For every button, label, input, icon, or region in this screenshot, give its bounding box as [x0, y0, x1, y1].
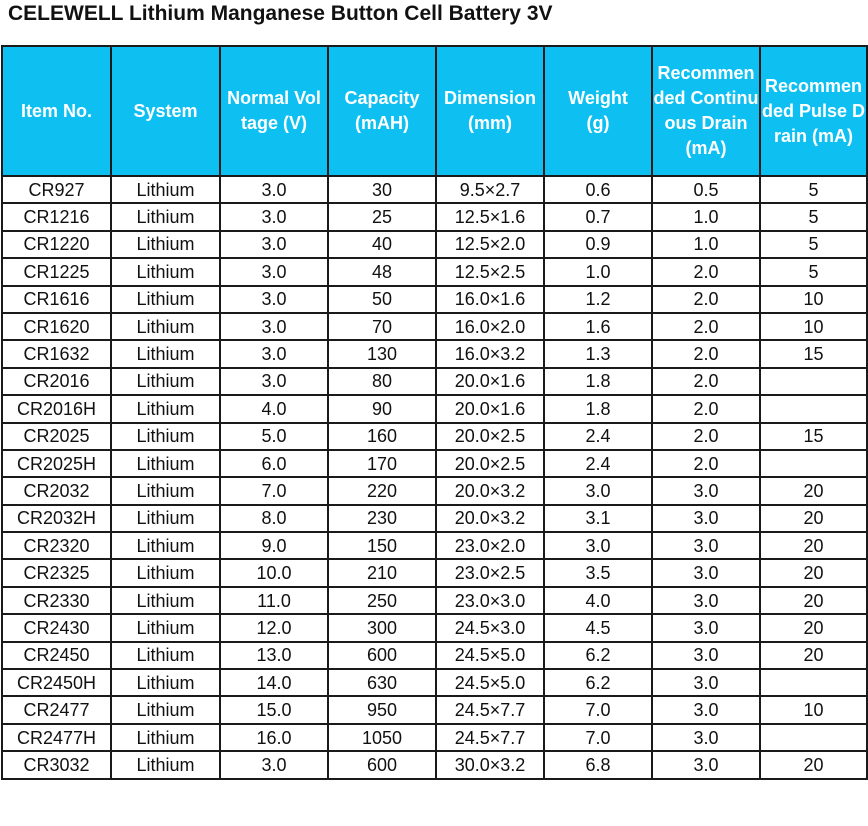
table-row — [2, 477, 867, 504]
cell-voltage: 16.0 — [220, 724, 328, 751]
cell-item-no: CR2320 — [2, 532, 111, 559]
cell-weight: 3.1 — [544, 505, 652, 532]
header-capacity: Capacity (mAH) — [328, 46, 436, 176]
table-row — [2, 450, 867, 477]
cell-capacity: 50 — [328, 286, 436, 313]
cell-item-no: CR2032H — [2, 505, 111, 532]
table-row — [2, 340, 867, 367]
cell-weight: 2.4 — [544, 450, 652, 477]
cell-system: Lithium — [111, 450, 220, 477]
cell-voltage: 3.0 — [220, 231, 328, 258]
cell-voltage: 10.0 — [220, 559, 328, 586]
cell-item-no: CR2016 — [2, 368, 111, 395]
cell-pulse-drain: 5 — [760, 176, 867, 203]
header-normal-voltage: Normal Voltage (V) — [220, 46, 328, 176]
cell-weight: 1.3 — [544, 340, 652, 367]
cell-continuous-drain: 1.0 — [652, 203, 760, 230]
cell-voltage: 4.0 — [220, 395, 328, 422]
cell-item-no: CR2330 — [2, 587, 111, 614]
cell-continuous-drain: 2.0 — [652, 395, 760, 422]
cell-continuous-drain: 1.0 — [652, 231, 760, 258]
cell-dimension: 23.0×2.5 — [436, 559, 544, 586]
cell-voltage: 3.0 — [220, 313, 328, 340]
cell-item-no: CR2032 — [2, 477, 111, 504]
cell-continuous-drain: 3.0 — [652, 751, 760, 778]
cell-item-no: CR1216 — [2, 203, 111, 230]
cell-pulse-drain: 10 — [760, 696, 867, 723]
cell-capacity: 40 — [328, 231, 436, 258]
cell-dimension: 12.5×2.0 — [436, 231, 544, 258]
cell-capacity: 130 — [328, 340, 436, 367]
cell-capacity: 170 — [328, 450, 436, 477]
cell-weight: 1.8 — [544, 368, 652, 395]
table-row — [2, 286, 867, 313]
cell-capacity: 30 — [328, 176, 436, 203]
cell-pulse-drain — [760, 669, 867, 696]
cell-system: Lithium — [111, 258, 220, 285]
table-row — [2, 751, 867, 778]
cell-continuous-drain: 0.5 — [652, 176, 760, 203]
cell-pulse-drain: 10 — [760, 313, 867, 340]
cell-system: Lithium — [111, 313, 220, 340]
cell-pulse-drain: 20 — [760, 587, 867, 614]
cell-continuous-drain: 3.0 — [652, 642, 760, 669]
cell-voltage: 15.0 — [220, 696, 328, 723]
cell-capacity: 300 — [328, 614, 436, 641]
cell-dimension: 20.0×2.5 — [436, 450, 544, 477]
cell-dimension: 9.5×2.7 — [436, 176, 544, 203]
cell-pulse-drain — [760, 724, 867, 751]
header-system: System — [111, 46, 220, 176]
cell-system: Lithium — [111, 587, 220, 614]
cell-item-no: CR2450H — [2, 669, 111, 696]
table-row — [2, 203, 867, 230]
table-row — [2, 395, 867, 422]
cell-weight: 6.2 — [544, 669, 652, 696]
cell-dimension: 20.0×1.6 — [436, 368, 544, 395]
cell-voltage: 3.0 — [220, 258, 328, 285]
cell-capacity: 70 — [328, 313, 436, 340]
cell-pulse-drain — [760, 450, 867, 477]
cell-weight: 1.6 — [544, 313, 652, 340]
cell-pulse-drain: 5 — [760, 231, 867, 258]
cell-system: Lithium — [111, 286, 220, 313]
cell-system: Lithium — [111, 532, 220, 559]
cell-dimension: 24.5×5.0 — [436, 669, 544, 696]
cell-weight: 0.7 — [544, 203, 652, 230]
cell-weight: 6.8 — [544, 751, 652, 778]
cell-capacity: 160 — [328, 423, 436, 450]
cell-pulse-drain: 20 — [760, 505, 867, 532]
battery-spec-table — [1, 45, 868, 780]
table-row — [2, 669, 867, 696]
cell-continuous-drain: 3.0 — [652, 587, 760, 614]
cell-item-no: CR2477 — [2, 696, 111, 723]
cell-weight: 7.0 — [544, 696, 652, 723]
cell-weight: 1.2 — [544, 286, 652, 313]
cell-system: Lithium — [111, 724, 220, 751]
cell-weight: 1.8 — [544, 395, 652, 422]
cell-capacity: 230 — [328, 505, 436, 532]
table-body — [2, 176, 867, 779]
cell-dimension: 20.0×3.2 — [436, 477, 544, 504]
cell-item-no: CR2477H — [2, 724, 111, 751]
cell-voltage: 3.0 — [220, 203, 328, 230]
cell-continuous-drain: 2.0 — [652, 286, 760, 313]
cell-continuous-drain: 3.0 — [652, 477, 760, 504]
cell-capacity: 600 — [328, 751, 436, 778]
cell-item-no: CR2016H — [2, 395, 111, 422]
cell-system: Lithium — [111, 423, 220, 450]
cell-capacity: 48 — [328, 258, 436, 285]
table-row — [2, 258, 867, 285]
cell-dimension: 24.5×7.7 — [436, 724, 544, 751]
table-row — [2, 313, 867, 340]
cell-pulse-drain: 20 — [760, 559, 867, 586]
cell-voltage: 13.0 — [220, 642, 328, 669]
cell-pulse-drain: 10 — [760, 286, 867, 313]
cell-dimension: 24.5×7.7 — [436, 696, 544, 723]
cell-continuous-drain: 3.0 — [652, 724, 760, 751]
cell-voltage: 8.0 — [220, 505, 328, 532]
cell-pulse-drain — [760, 368, 867, 395]
cell-voltage: 3.0 — [220, 286, 328, 313]
cell-system: Lithium — [111, 505, 220, 532]
header-continuous-drain: Recommended Continuous Drain (mA) — [652, 46, 760, 176]
cell-weight: 3.0 — [544, 532, 652, 559]
table-row — [2, 642, 867, 669]
cell-continuous-drain: 3.0 — [652, 505, 760, 532]
cell-continuous-drain: 2.0 — [652, 368, 760, 395]
cell-dimension: 24.5×5.0 — [436, 642, 544, 669]
cell-item-no: CR1616 — [2, 286, 111, 313]
cell-capacity: 600 — [328, 642, 436, 669]
cell-system: Lithium — [111, 176, 220, 203]
cell-item-no: CR3032 — [2, 751, 111, 778]
cell-capacity: 25 — [328, 203, 436, 230]
cell-continuous-drain: 3.0 — [652, 669, 760, 696]
cell-item-no: CR1220 — [2, 231, 111, 258]
table-row — [2, 368, 867, 395]
cell-pulse-drain: 20 — [760, 614, 867, 641]
cell-item-no: CR1225 — [2, 258, 111, 285]
table-row — [2, 505, 867, 532]
cell-system: Lithium — [111, 231, 220, 258]
cell-dimension: 24.5×3.0 — [436, 614, 544, 641]
cell-capacity: 220 — [328, 477, 436, 504]
cell-dimension: 16.0×1.6 — [436, 286, 544, 313]
cell-continuous-drain: 3.0 — [652, 614, 760, 641]
cell-system: Lithium — [111, 203, 220, 230]
cell-weight: 0.9 — [544, 231, 652, 258]
cell-continuous-drain: 2.0 — [652, 313, 760, 340]
cell-dimension: 12.5×1.6 — [436, 203, 544, 230]
cell-voltage: 3.0 — [220, 751, 328, 778]
cell-pulse-drain: 5 — [760, 203, 867, 230]
cell-pulse-drain: 20 — [760, 532, 867, 559]
cell-voltage: 9.0 — [220, 532, 328, 559]
cell-capacity: 80 — [328, 368, 436, 395]
cell-pulse-drain: 15 — [760, 423, 867, 450]
cell-capacity: 210 — [328, 559, 436, 586]
cell-voltage: 3.0 — [220, 176, 328, 203]
cell-voltage: 5.0 — [220, 423, 328, 450]
header-pulse-drain: Recommended Pulse Drain (mA) — [760, 46, 867, 176]
cell-continuous-drain: 2.0 — [652, 423, 760, 450]
cell-capacity: 1050 — [328, 724, 436, 751]
cell-system: Lithium — [111, 614, 220, 641]
cell-item-no: CR2025 — [2, 423, 111, 450]
cell-weight: 2.4 — [544, 423, 652, 450]
table-row — [2, 614, 867, 641]
cell-capacity: 250 — [328, 587, 436, 614]
cell-weight: 0.6 — [544, 176, 652, 203]
cell-capacity: 90 — [328, 395, 436, 422]
cell-item-no: CR2430 — [2, 614, 111, 641]
cell-voltage: 11.0 — [220, 587, 328, 614]
table-row — [2, 532, 867, 559]
cell-continuous-drain: 2.0 — [652, 340, 760, 367]
cell-item-no: CR2450 — [2, 642, 111, 669]
cell-capacity: 150 — [328, 532, 436, 559]
table-row — [2, 587, 867, 614]
cell-continuous-drain: 2.0 — [652, 258, 760, 285]
cell-weight: 3.5 — [544, 559, 652, 586]
cell-weight: 4.0 — [544, 587, 652, 614]
table-row — [2, 696, 867, 723]
table-row — [2, 724, 867, 751]
cell-dimension: 16.0×3.2 — [436, 340, 544, 367]
cell-continuous-drain: 3.0 — [652, 696, 760, 723]
cell-pulse-drain: 20 — [760, 751, 867, 778]
cell-system: Lithium — [111, 642, 220, 669]
cell-system: Lithium — [111, 559, 220, 586]
cell-weight: 3.0 — [544, 477, 652, 504]
cell-voltage: 3.0 — [220, 368, 328, 395]
cell-system: Lithium — [111, 477, 220, 504]
cell-item-no: CR1632 — [2, 340, 111, 367]
cell-dimension: 20.0×1.6 — [436, 395, 544, 422]
cell-pulse-drain — [760, 395, 867, 422]
cell-item-no: CR2325 — [2, 559, 111, 586]
cell-weight: 7.0 — [544, 724, 652, 751]
cell-continuous-drain: 2.0 — [652, 450, 760, 477]
cell-dimension: 20.0×3.2 — [436, 505, 544, 532]
table-header-row — [2, 46, 867, 176]
cell-item-no: CR927 — [2, 176, 111, 203]
cell-weight: 1.0 — [544, 258, 652, 285]
cell-weight: 4.5 — [544, 614, 652, 641]
cell-dimension: 23.0×3.0 — [436, 587, 544, 614]
cell-dimension: 16.0×2.0 — [436, 313, 544, 340]
cell-voltage: 12.0 — [220, 614, 328, 641]
cell-weight: 6.2 — [544, 642, 652, 669]
table-row — [2, 231, 867, 258]
cell-system: Lithium — [111, 340, 220, 367]
cell-system: Lithium — [111, 751, 220, 778]
cell-continuous-drain: 3.0 — [652, 532, 760, 559]
table-row — [2, 423, 867, 450]
cell-voltage: 14.0 — [220, 669, 328, 696]
cell-system: Lithium — [111, 669, 220, 696]
cell-item-no: CR1620 — [2, 313, 111, 340]
cell-system: Lithium — [111, 368, 220, 395]
cell-dimension: 12.5×2.5 — [436, 258, 544, 285]
cell-pulse-drain: 15 — [760, 340, 867, 367]
cell-dimension: 20.0×2.5 — [436, 423, 544, 450]
header-item-no: Item No. — [2, 46, 111, 176]
cell-pulse-drain: 20 — [760, 477, 867, 504]
cell-pulse-drain: 5 — [760, 258, 867, 285]
table-row — [2, 176, 867, 203]
cell-continuous-drain: 3.0 — [652, 559, 760, 586]
header-dimension: Dimension(mm) — [436, 46, 544, 176]
cell-capacity: 630 — [328, 669, 436, 696]
cell-system: Lithium — [111, 395, 220, 422]
cell-dimension: 23.0×2.0 — [436, 532, 544, 559]
page-title: CELEWELL Lithium Manganese Button Cell Battery 3V — [8, 2, 553, 25]
cell-system: Lithium — [111, 696, 220, 723]
cell-voltage: 3.0 — [220, 340, 328, 367]
cell-voltage: 6.0 — [220, 450, 328, 477]
cell-pulse-drain: 20 — [760, 642, 867, 669]
cell-capacity: 950 — [328, 696, 436, 723]
cell-voltage: 7.0 — [220, 477, 328, 504]
header-weight: Weight (g) — [544, 46, 652, 176]
cell-dimension: 30.0×3.2 — [436, 751, 544, 778]
table-row — [2, 559, 867, 586]
cell-item-no: CR2025H — [2, 450, 111, 477]
